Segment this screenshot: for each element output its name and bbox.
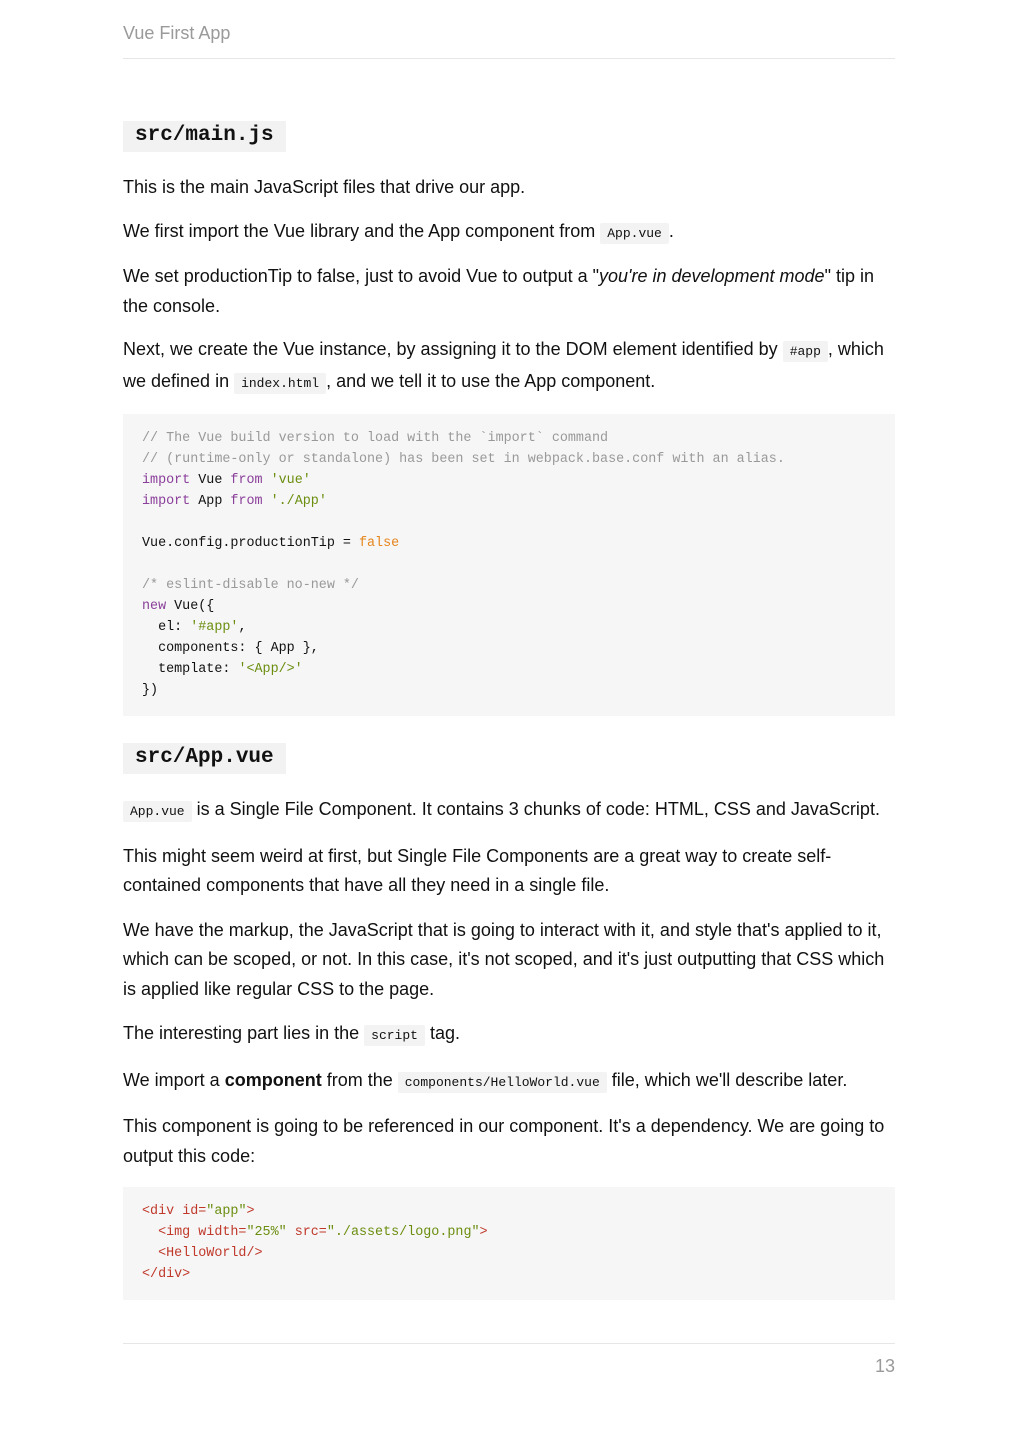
inline-code: App.vue <box>600 223 669 244</box>
running-header: Vue First App <box>123 23 231 43</box>
code-block-main-js: // The Vue build version to load with the `import` command // (runtime-only or standalone) has been set in webpack.base.conf with an alias. import Vue from 'vue' import App from './App' Vue.config.productionTip = false /* eslint-disable no-new */ new Vue({ el: '#app', components: { App }, template: '<App/>' }) <box>123 414 895 716</box>
paragraph: This might seem weird at first, but Single File Components are a great way to create self-contained components that have all they need in a single file. <box>123 845 832 895</box>
inline-code: script <box>364 1025 425 1046</box>
paragraph: We import a component from the components/HelloWorld.vue file, which we'll describe later. <box>123 1066 895 1098</box>
paragraph: The interesting part lies in the script tag. <box>123 1019 895 1051</box>
paragraph: This component is going to be referenced in our component. It's a dependency. We are going to output this code: <box>123 1116 885 1166</box>
inline-code: index.html <box>234 373 326 394</box>
page-content <box>123 121 895 1300</box>
inline-code: App.vue <box>123 801 192 822</box>
section-heading-app-vue: src/App.vue <box>123 743 286 774</box>
page-number: 13 <box>874 1356 895 1376</box>
inline-code: #app <box>783 341 828 362</box>
paragraph: Next, we create the Vue instance, by assigning it to the DOM element identified by #app , which we defined in index.html , and we tell it to use the App component. <box>123 335 895 398</box>
inline-code: components/HelloWorld.vue <box>398 1072 607 1093</box>
code-block-html: <div id="app"> <img width="25%" src="./assets/logo.png"> <HelloWorld/> </div> <box>123 1187 895 1300</box>
paragraph: We first import the Vue library and the App component from App.vue . <box>123 217 895 249</box>
paragraph: This is the main JavaScript files that drive our app. <box>123 177 526 197</box>
header-divider <box>123 58 895 59</box>
section-heading-main-js: src/main.js <box>123 121 286 152</box>
paragraph: We set productionTip to false, just to avoid Vue to output a "you're in development mode" tip in the console. <box>123 266 874 316</box>
paragraph: App.vue is a Single File Component. It contains 3 chunks of code: HTML, CSS and JavaScript. <box>123 795 895 827</box>
footer-divider <box>123 1343 895 1344</box>
paragraph: We have the markup, the JavaScript that is going to interact with it, and style that's applied to it, which can be scoped, or not. In this case, it's not scoped, and it's just outputting that CSS which is applied like regular CSS to the page. <box>123 919 885 999</box>
